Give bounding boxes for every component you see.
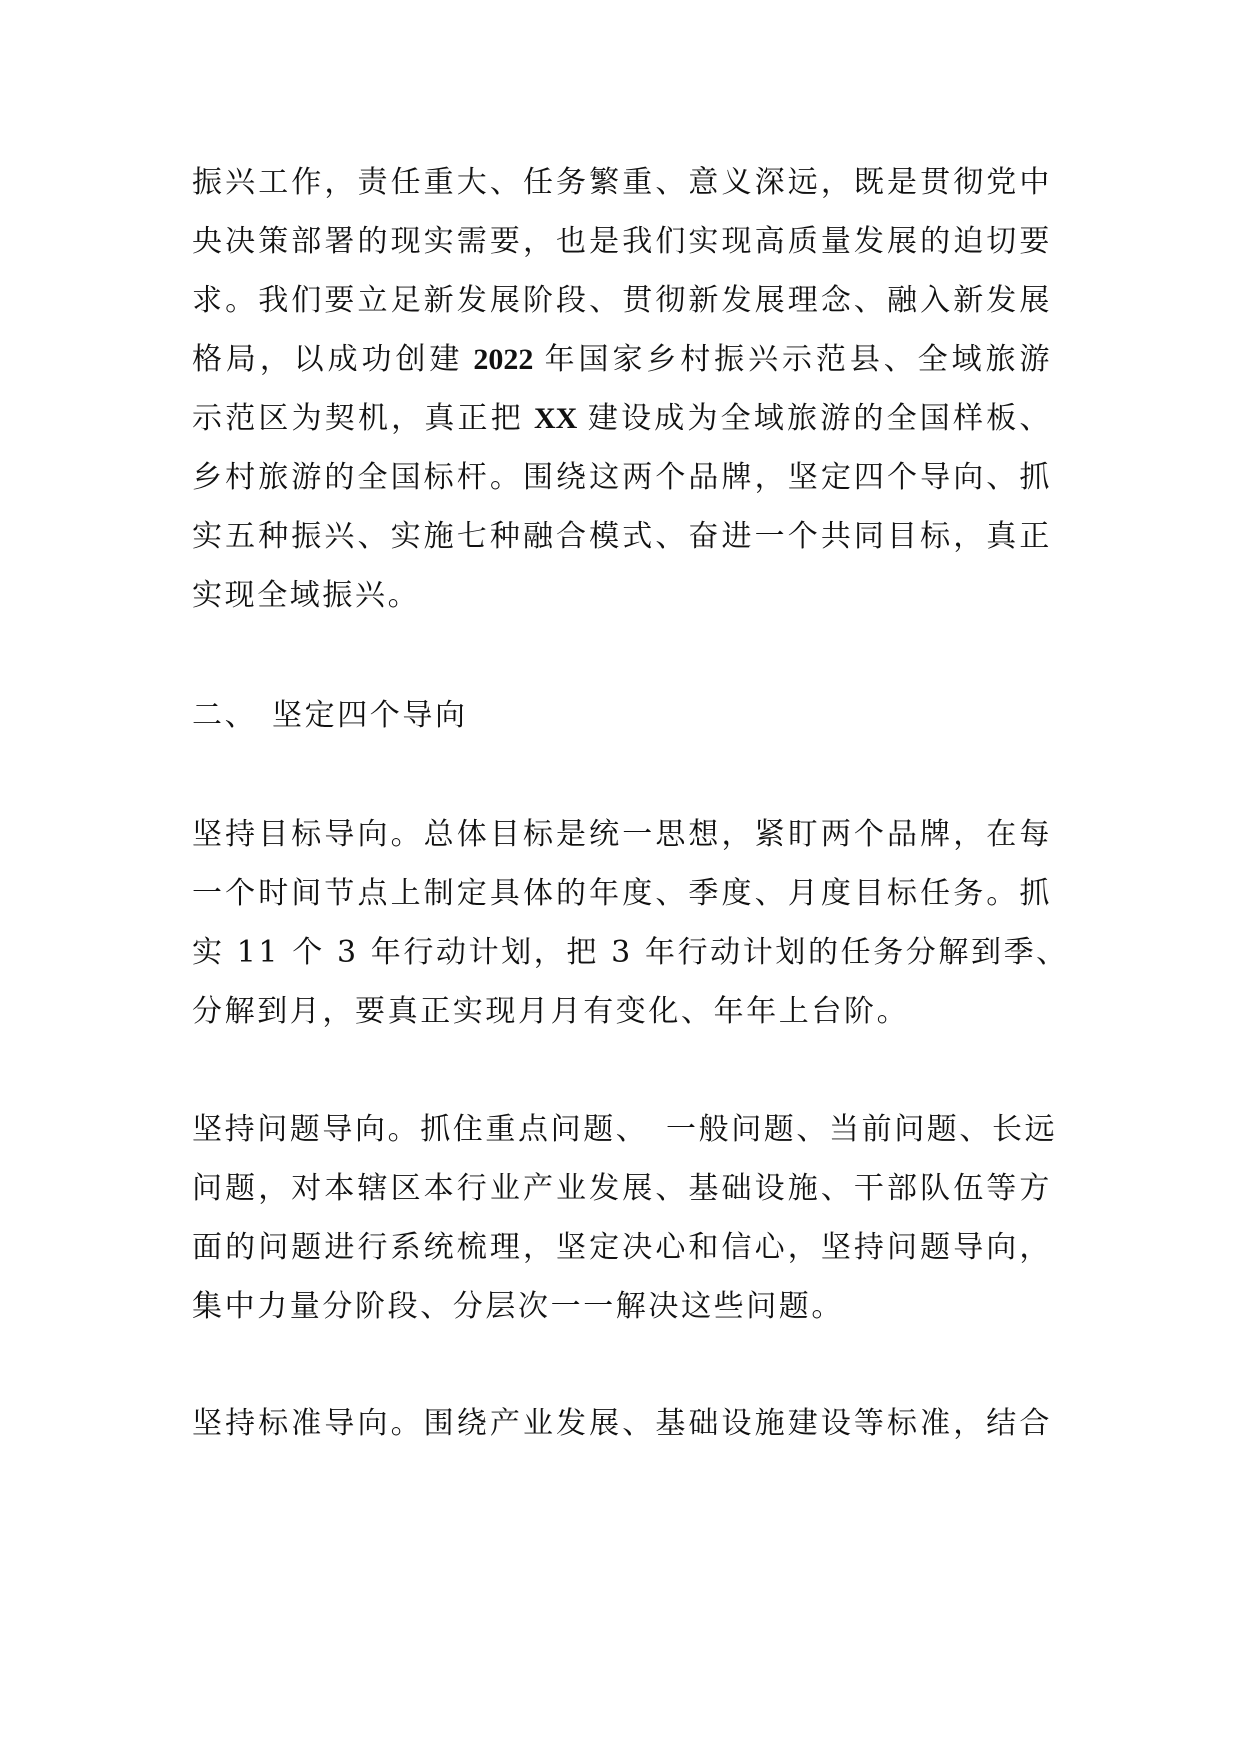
- paragraph-standard-orientation: [192, 1394, 1052, 1453]
- text-line: 求。我们要立足新发展阶段、贯彻新发展理念、融入新发展: [192, 283, 1052, 318]
- text-line: 坚持目标导向。总体目标是统一思想，紧盯两个品牌，在每: [192, 817, 1052, 852]
- text-line-mixed: [192, 389, 1052, 448]
- text-segment: 年国家乡村振兴示范县、全域旅游: [543, 342, 1052, 377]
- text-line: 一个时间节点上制定具体的年度、季度、月度目标任务。抓: [192, 876, 1052, 911]
- section-number: 二、: [192, 698, 258, 733]
- text-line: 实五种振兴、实施七种融合模式、奋进一个共同目标，真正: [192, 519, 1052, 554]
- text-line: 乡村旅游的全国标杆。围绕这两个品牌，坚定四个导向、抓: [192, 460, 1052, 495]
- paragraph-goal-orientation: [192, 805, 1069, 1041]
- text-line: 振兴工作，责任重大、任务繁重、意义深远，既是贯彻党中: [192, 165, 1052, 200]
- text-line: 坚持标准导向。围绕产业发展、基础设施建设等标准，结合: [192, 1406, 1052, 1441]
- text-line: 实现全域振兴。: [192, 578, 421, 613]
- section-title: 坚定四个导向: [272, 698, 468, 733]
- paragraph-intro: [192, 153, 1052, 625]
- text-segment: 格局，以成功创建: [192, 342, 464, 377]
- text-line: 分解到月，要真正实现月月有变化、年年上台阶。: [192, 994, 910, 1029]
- text-segment: 建设成为全域旅游的全国样板、: [587, 401, 1052, 436]
- paragraph-problem-orientation: [192, 1100, 1058, 1336]
- year-number: 2022: [473, 343, 534, 376]
- text-line: 问题，对本辖区本行业产业发展、基础设施、干部队伍等方: [192, 1171, 1052, 1206]
- text-line: 集中力量分阶段、分层次一一解决这些问题。: [192, 1289, 844, 1324]
- text-segment: 示范区为契机，真正把: [192, 401, 524, 436]
- text-line: 实 11 个 3 年行动计划，把 3 年行动计划的任务分解到季、: [192, 935, 1069, 970]
- section-heading: [192, 686, 468, 745]
- text-line: 面的问题进行系统梳理，坚定决心和信心，坚持问题导向，: [192, 1230, 1052, 1265]
- text-line: 坚持问题导向。抓住重点问题、 一般问题、当前问题、长远: [192, 1112, 1058, 1147]
- place-placeholder: XX: [533, 402, 578, 435]
- text-line: 央决策部署的现实需要，也是我们实现高质量发展的迫切要: [192, 224, 1052, 259]
- text-line-mixed: [192, 330, 1052, 389]
